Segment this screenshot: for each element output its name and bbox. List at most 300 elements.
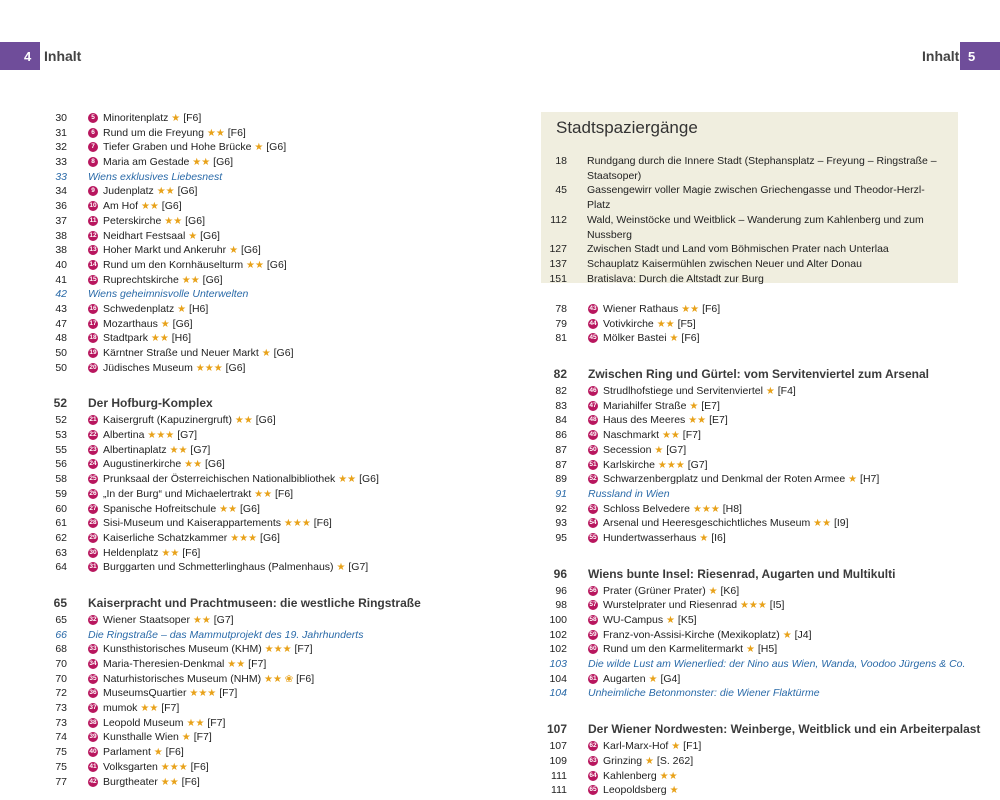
toc-entry-text: [603, 628, 812, 644]
toc-entry[interactable]: [541, 739, 981, 754]
star-rating-icon: ★: [848, 474, 858, 486]
toc-page-number: 82: [553, 367, 567, 382]
sight-number-badge: 58: [589, 616, 597, 623]
page-tab-left: [0, 42, 40, 70]
toc-page-number: 31: [55, 126, 67, 139]
map-grid-ref: [F6]: [313, 517, 332, 530]
toc-entry[interactable]: [41, 730, 481, 745]
toc-page-number: 83: [555, 399, 567, 412]
toc-entry-text: [103, 346, 293, 362]
toc-entry-text: [603, 598, 784, 614]
sight-name: Burggarten und Schmetterlinghaus (Palmenhaus): [103, 561, 334, 574]
star-rating-icon: ★: [671, 741, 681, 753]
star-rating-icon: ★★★: [195, 362, 223, 374]
map-grid-ref: [G6]: [202, 273, 223, 286]
walk-page-number: 127: [549, 243, 567, 256]
map-grid-ref: [I9]: [833, 517, 849, 530]
map-grid-ref: [F6]: [165, 746, 184, 759]
toc-page-number: 50: [55, 361, 67, 374]
sight-name: Maria am Gestade: [103, 156, 190, 169]
star-rating-icon: ★★★: [189, 688, 217, 700]
map-grid-ref: [F7]: [207, 716, 226, 729]
toc-entry-text: [603, 783, 679, 799]
star-rating-icon: ★★: [184, 459, 203, 471]
map-grid-ref: [F7]: [193, 731, 212, 744]
toc-page-number: 79: [555, 317, 567, 330]
toc-entry[interactable]: [541, 628, 981, 643]
toc-page-number: 38: [55, 244, 67, 257]
toc-page-number: 65: [53, 595, 67, 610]
star-rating-icon: ★★: [192, 157, 211, 169]
toc-page-number: 102: [549, 643, 567, 656]
map-grid-ref: [F7]: [248, 658, 267, 670]
sight-name: Karlskirche: [603, 458, 655, 471]
toc-entry[interactable]: [41, 516, 481, 531]
sight-name: Wurstelprater und Riesenrad: [603, 599, 738, 612]
map-grid-ref: [G4]: [660, 672, 681, 685]
toc-entry-text: [103, 531, 280, 547]
star-rating-icon: ★★★: [264, 644, 292, 656]
sight-name: Spanische Hofreitschule: [103, 502, 217, 515]
star-rating-icon: ★★: [813, 518, 832, 530]
toc-entry-text: [103, 472, 379, 488]
toc-entry-text: [103, 487, 293, 503]
star-rating-icon: ★★: [140, 703, 159, 715]
toc-entry[interactable]: [41, 546, 481, 561]
toc-entry[interactable]: [41, 184, 481, 199]
toc-entry[interactable]: [541, 384, 981, 399]
sight-number-badge: 52: [589, 475, 597, 483]
walk-page-number: 18: [555, 155, 567, 167]
toc-entry[interactable]: [41, 457, 481, 472]
toc-entry-text: [603, 443, 686, 459]
toc-page-number: 53: [55, 429, 67, 442]
map-grid-ref: [H8]: [722, 502, 742, 515]
page-title-left: Inhalt: [44, 48, 82, 64]
star-rating-icon: ★: [171, 113, 181, 124]
toc-page-number: 36: [55, 200, 67, 213]
feature-title: Die wilde Lust am Wienerlied: der Nino aus Wien, Wanda, Voodoo Jürgens & Co.: [588, 658, 966, 671]
toc-page-number: 70: [55, 672, 67, 685]
toc-entry-text: [103, 140, 286, 156]
toc-entry[interactable]: [41, 428, 481, 443]
toc-feature-entry[interactable]: [541, 686, 981, 701]
map-grid-ref: [F7]: [161, 702, 180, 715]
toc-entry[interactable]: [41, 302, 481, 317]
toc-entry-text: [103, 560, 368, 576]
star-rating-icon: ★★★: [692, 503, 720, 515]
walk-title: Bratislava: Durch die Altstadt zur Burg: [587, 272, 764, 285]
sight-name: Stadtpark: [103, 332, 148, 345]
star-rating-icon: ★★: [160, 776, 179, 788]
toc-entry[interactable]: [41, 686, 481, 701]
sight-name: Rund um den Karmelitermarkt: [603, 643, 744, 656]
star-rating-icon: ★★: [161, 547, 180, 559]
toc-entry[interactable]: [41, 243, 481, 258]
toc-page-number: 107: [546, 722, 567, 737]
toc-entry[interactable]: [41, 140, 481, 155]
star-rating-icon: ★★: [181, 274, 200, 286]
toc-entry-text: [103, 502, 260, 518]
sight-name: Hoher Markt und Ankeruhr: [103, 244, 227, 257]
map-grid-ref: [G6]: [200, 229, 220, 242]
map-grid-ref: [G6]: [225, 361, 246, 374]
toc-entry[interactable]: [541, 428, 981, 443]
toc-page-number: 33: [55, 170, 67, 183]
sight-number-badge: 31: [89, 563, 97, 571]
sight-name: Secession: [603, 443, 652, 456]
toc-entry-text: [603, 384, 796, 400]
walk-entry[interactable]: [541, 154, 958, 183]
star-rating-icon: ★★★: [657, 459, 685, 471]
toc-entry[interactable]: [41, 502, 481, 517]
toc-entry[interactable]: [41, 487, 481, 502]
toc-page-number: 78: [555, 303, 567, 315]
star-rating-icon: ★: [336, 562, 346, 574]
sight-number-badge: 57: [589, 601, 597, 609]
sight-name: Albertina: [103, 429, 145, 442]
toc-section-heading[interactable]: [541, 364, 981, 384]
star-rating-icon: ★★: [164, 215, 183, 227]
walk-entry[interactable]: [541, 257, 958, 272]
toc-entry[interactable]: [541, 642, 981, 657]
sight-number-badge: 60: [589, 645, 597, 653]
toc-entry[interactable]: [41, 155, 481, 170]
toc-feature-entry[interactable]: [541, 487, 981, 502]
toc-entry-text: [103, 443, 210, 459]
toc-entry-text: [103, 657, 266, 673]
sight-number-badge: 41: [89, 762, 97, 770]
map-grid-ref: [S. 262]: [656, 754, 694, 767]
map-grid-ref: [F6]: [181, 775, 200, 788]
toc-entry[interactable]: [541, 413, 981, 428]
sight-name: Heldenplatz: [103, 546, 159, 559]
toc-entry[interactable]: [541, 754, 981, 769]
toc-entry-text: [103, 730, 212, 746]
map-grid-ref: [F7]: [294, 643, 313, 656]
map-grid-ref: [G7]: [687, 458, 708, 471]
toc-entry-text: [103, 155, 233, 171]
sight-name: Parlament: [103, 746, 151, 759]
sight-name: Judenplatz: [103, 185, 154, 198]
sight-name: Ruprechtskirche: [103, 273, 179, 286]
toc-entry-text: [603, 428, 701, 444]
toc-entry[interactable]: [41, 443, 481, 458]
toc-entry[interactable]: [541, 769, 981, 784]
toc-entry[interactable]: [541, 458, 981, 473]
toc-entry[interactable]: [541, 531, 981, 546]
star-rating-icon: ★: [181, 732, 191, 744]
toc-entry[interactable]: [541, 331, 981, 346]
sight-name: Kärntner Straße und Neuer Markt: [103, 347, 259, 359]
sight-number-badge: 34: [89, 660, 97, 667]
toc-entry[interactable]: [41, 214, 481, 229]
star-rating-icon: ★★: [206, 127, 225, 139]
sight-number-badge: 17: [89, 319, 97, 327]
sight-name: Mölker Bastei: [603, 332, 667, 345]
sight-number-badge: 20: [89, 363, 97, 371]
sight-name: Prunksaal der Österreichischen Nationalbibliothek: [103, 473, 336, 486]
walk-entry[interactable]: [541, 183, 958, 212]
toc-page-number: 100: [549, 614, 567, 626]
toc-entry-text: [603, 399, 720, 415]
walk-entry[interactable]: [541, 242, 958, 257]
toc-feature-entry[interactable]: [541, 657, 981, 672]
toc-entry[interactable]: [41, 472, 481, 487]
section-title: Der Wiener Nordwesten: Weinberge, Weitblick und ein Arbeiterpalast: [588, 722, 981, 737]
sight-number-badge: 16: [89, 304, 97, 312]
toc-entry[interactable]: [541, 672, 981, 687]
star-rating-icon: ★★: [246, 259, 264, 271]
map-grid-ref: [G6]: [213, 156, 233, 169]
toc-entry[interactable]: [541, 584, 981, 599]
toc-entry-text: [603, 331, 700, 347]
toc-entry[interactable]: [41, 126, 481, 141]
toc-feature-entry[interactable]: [41, 287, 481, 302]
map-grid-ref: [G7]: [190, 443, 211, 456]
toc-entry-text: [603, 413, 728, 429]
star-rating-icon: ★: [782, 629, 792, 641]
sight-number-badge: 33: [89, 645, 97, 653]
star-rating-icon: ★: [666, 615, 675, 626]
toc-page-number: 30: [55, 112, 67, 124]
sight-name: „In der Burg“ und Michaelertrakt: [103, 487, 252, 500]
walk-title: Wald, Weinstöcke und Weitblick – Wanderung zum Kahlenberg und zum Nussberg: [587, 213, 924, 241]
toc-page-number: 73: [55, 702, 67, 715]
map-grid-ref: [G6]: [273, 347, 294, 359]
toc-entry[interactable]: [41, 317, 481, 332]
toc-entry[interactable]: [41, 258, 481, 273]
toc-entry-text: [103, 701, 179, 717]
walk-title: Rundgang durch die Innere Stadt (Stephansplatz – Freyung – Ringstraße – Staatsoper): [587, 155, 937, 182]
toc-entry-text: [603, 672, 680, 688]
toc-page-number: 64: [55, 561, 67, 574]
toc-section-heading[interactable]: [41, 593, 481, 613]
sight-name: Rund um die Freyung: [103, 126, 204, 139]
sight-number-badge: 53: [589, 504, 597, 512]
star-rating-icon: ★★: [140, 201, 159, 213]
sight-name: Schwarzenbergplatz und Denkmal der Roten Armee: [603, 473, 846, 486]
walk-page-number: 137: [549, 257, 567, 270]
sight-number-badge: 39: [89, 733, 97, 741]
toc-entry-text: [103, 273, 223, 289]
sight-name: Kaisergruft (Kapuzinergruft): [103, 414, 232, 427]
map-grid-ref: [G6]: [161, 200, 182, 213]
map-grid-ref: [H6]: [171, 332, 191, 345]
star-rating-icon: ★★: [227, 659, 246, 670]
toc-entry-text: [103, 428, 197, 444]
toc-entry[interactable]: [41, 531, 481, 546]
toc-entry[interactable]: [41, 716, 481, 731]
map-grid-ref: [F6]: [183, 112, 202, 124]
toc-page-number: 74: [55, 731, 67, 744]
sight-number-badge: 48: [589, 416, 597, 424]
toc-entry[interactable]: [41, 229, 481, 244]
sight-name: Kaiserliche Schatzkammer: [103, 531, 228, 544]
map-grid-ref: [F6]: [182, 546, 201, 559]
star-rating-icon: ★★ ❀: [264, 673, 294, 685]
sight-name: Volksgarten: [103, 760, 158, 773]
sight-number-badge: 5: [88, 113, 98, 123]
toc-page-number: 98: [555, 599, 567, 612]
toc-entry-text: [103, 775, 200, 791]
map-grid-ref: [I6]: [711, 531, 726, 544]
toc-entry[interactable]: [541, 317, 981, 332]
toc-entry[interactable]: [41, 701, 481, 716]
toc-entry[interactable]: [541, 516, 981, 531]
toc-page-number: 96: [555, 584, 567, 597]
star-rating-icon: ★: [699, 532, 709, 544]
toc-page-number: 82: [555, 385, 567, 398]
toc-entry[interactable]: [41, 346, 481, 361]
toc-entry-text: [103, 642, 313, 658]
sight-name: Peterskirche: [103, 214, 162, 227]
toc-page-number: 89: [555, 473, 567, 486]
toc-entry[interactable]: [541, 598, 981, 613]
toc-section-heading[interactable]: [41, 393, 481, 413]
toc-entry[interactable]: [41, 111, 481, 126]
map-grid-ref: [E7]: [709, 414, 728, 427]
toc-entry[interactable]: [541, 783, 981, 798]
sight-name: Albertinaplatz: [103, 443, 167, 456]
star-rating-icon: ★★: [659, 770, 678, 782]
page-number-left: 4: [24, 49, 32, 64]
toc-entry[interactable]: [41, 361, 481, 376]
sight-number-badge: 40: [89, 748, 97, 756]
map-grid-ref: [F6]: [681, 332, 700, 345]
toc-page-number: 41: [55, 273, 67, 286]
sight-number-badge: 9: [88, 186, 98, 196]
toc-entry[interactable]: [41, 273, 481, 288]
toc-entry[interactable]: [41, 560, 481, 575]
sight-number-badge: 6: [88, 128, 98, 138]
toc-entry[interactable]: [541, 613, 981, 628]
walk-entry[interactable]: [541, 213, 958, 242]
toc-page-number: 37: [55, 214, 67, 227]
star-rating-icon: ★★: [156, 186, 175, 198]
toc-entry[interactable]: [41, 760, 481, 775]
sight-number-badge: 11: [89, 216, 97, 224]
toc-entry[interactable]: [41, 331, 481, 346]
star-rating-icon: ★: [654, 444, 664, 456]
toc-entry-text: [103, 457, 225, 473]
toc-entry[interactable]: [541, 302, 981, 317]
toc-entry[interactable]: [41, 745, 481, 760]
toc-page-number: 55: [55, 443, 67, 456]
sight-number-badge: 30: [89, 548, 97, 556]
section-title: Zwischen Ring und Gürtel: vom Servitenviertel zum Arsenal: [588, 367, 929, 382]
toc-entry[interactable]: [541, 443, 981, 458]
toc-entry-text: [103, 331, 191, 347]
toc-section-heading[interactable]: [541, 719, 981, 739]
toc-page-number: 77: [55, 775, 67, 788]
sight-name: Votivkirche: [603, 317, 654, 330]
sight-name: Hundertwasserhaus: [603, 531, 697, 544]
toc-page-number: 56: [55, 458, 67, 471]
toc-entry[interactable]: [541, 502, 981, 517]
toc-entry-text: [103, 413, 276, 429]
toc-entry-text: [603, 769, 678, 785]
sight-name: Franz-von-Assisi-Kirche (Mexikoplatz): [603, 628, 780, 641]
sight-number-badge: 13: [89, 246, 97, 254]
sight-number-badge: 14: [89, 260, 97, 268]
feature-title: Unheimliche Betonmonster: die Wiener Flaktürme: [588, 687, 820, 700]
map-grid-ref: [J4]: [794, 628, 812, 641]
sight-name: Mozarthaus: [103, 317, 158, 330]
toc-page-number: 61: [55, 517, 67, 530]
star-rating-icon: ★★: [234, 415, 253, 427]
toc-left-column: [41, 111, 481, 789]
toc-entry[interactable]: [41, 613, 481, 628]
map-grid-ref: [F6]: [275, 487, 294, 500]
toc-entry[interactable]: [41, 413, 481, 428]
toc-feature-entry[interactable]: [41, 170, 481, 185]
sight-name: Leopold Museum: [103, 716, 184, 729]
toc-entry[interactable]: [41, 672, 481, 687]
toc-entry[interactable]: [41, 199, 481, 214]
toc-page-number: 40: [55, 258, 67, 271]
toc-entry[interactable]: [541, 399, 981, 414]
sight-number-badge: 19: [89, 349, 97, 356]
sight-number-badge: 37: [89, 704, 97, 712]
sight-number-badge: 27: [89, 504, 97, 512]
toc-page-number: 111: [551, 769, 567, 782]
star-rating-icon: ★★: [169, 444, 188, 456]
sight-name: mumok: [103, 702, 138, 715]
map-grid-ref: [G6]: [205, 458, 225, 471]
toc-page-number: 87: [555, 443, 567, 456]
toc-feature-entry[interactable]: [41, 628, 481, 643]
sight-name: Neidhart Festsaal: [103, 229, 186, 242]
toc-page-number: 109: [549, 754, 567, 767]
walk-entry[interactable]: [541, 272, 958, 287]
toc-entry[interactable]: [541, 472, 981, 487]
sight-number-badge: 51: [589, 460, 597, 468]
star-rating-icon: ★: [160, 318, 170, 330]
toc-entry[interactable]: [41, 657, 481, 672]
toc-entry[interactable]: [41, 642, 481, 657]
toc-entry-text: [603, 642, 777, 658]
toc-page-number: 104: [549, 687, 567, 700]
toc-page-number: 75: [55, 760, 67, 773]
sight-number-badge: 35: [89, 674, 97, 682]
map-grid-ref: [H5]: [757, 643, 778, 656]
star-rating-icon: ★: [648, 673, 658, 685]
toc-page-number: 68: [55, 643, 67, 656]
sight-number-badge: 36: [89, 689, 97, 697]
toc-page-number: 50: [55, 347, 67, 359]
toc-entry-text: [603, 458, 708, 474]
walk-page-number: 151: [549, 272, 567, 285]
toc-entry-text: [603, 516, 849, 532]
toc-entry-text: [103, 716, 225, 732]
sight-name: Prater (Grüner Prater): [603, 584, 706, 597]
sight-name: Kunsthistorisches Museum (KHM): [103, 643, 262, 656]
sight-number-badge: 23: [89, 445, 97, 453]
walk-title: Schauplatz Kaisermühlen zwischen Neuer und Alter Donau: [587, 257, 862, 270]
toc-entry-text: [103, 184, 197, 200]
star-rating-icon: ★★★: [147, 430, 175, 442]
walk-page-number: 45: [555, 184, 567, 197]
toc-page-number: 111: [551, 784, 567, 797]
page-tab-right: [960, 42, 1000, 70]
toc-entry[interactable]: [41, 775, 481, 790]
section-title: Wiens bunte Insel: Riesenrad, Augarten und Multikulti: [588, 566, 896, 581]
sight-name: Schwedenplatz: [103, 302, 175, 315]
map-grid-ref: [G6]: [177, 185, 198, 198]
toc-section-heading[interactable]: [541, 564, 981, 584]
star-rating-icon: ★★: [192, 614, 211, 626]
